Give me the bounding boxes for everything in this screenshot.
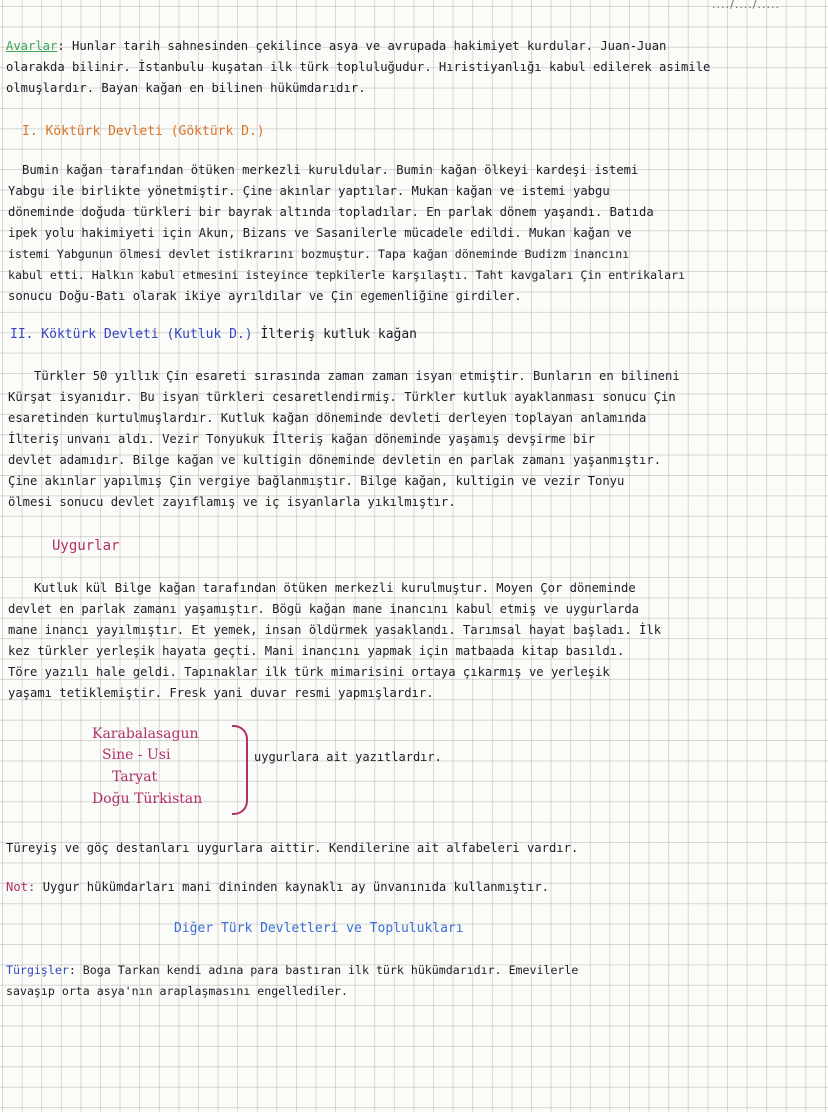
brace-icon xyxy=(232,725,248,815)
uygurlar-line: Töre yazılı hale geldi. Tapınaklar ilk türk mimarisini ortaya çıkarmış ve yerleşik xyxy=(8,665,610,679)
uygurlar-line: devlet en parlak zamanı yaşamıştır. Bögü kağan mane inancını kabul etmiş ve uygurlarda xyxy=(8,602,640,616)
gokturk1-line: döneminde doğuda türkleri bir bayrak altında topladılar. En parlak dönem yaşandı. Batıda xyxy=(8,205,654,219)
uygurlar-line: kez türkler yerleşik hayata geçti. Mani inancını yapmak için matbaada kitap basıldı. xyxy=(8,644,625,658)
gokturk2-line: devlet adamıdır. Bilge kağan ve kultigin döneminde devletin en parlak zamanı yaşanmıştır. xyxy=(8,453,662,467)
diger-heading: Diğer Türk Devletleri ve Toplulukları xyxy=(174,921,464,936)
inscription-item: Taryat xyxy=(112,769,158,785)
uygurlar-line: Kutluk kül Bilge kağan tarafından ötüken merkezli kurulmuştur. Moyen Çor döneminde xyxy=(34,581,636,595)
gokturk1-line: Bumin kağan tarafından ötüken merkezli kuruldular. Bumin kağan ölkeyi kardeşi istemi xyxy=(22,163,639,177)
gokturk1-line: sonucu Doğu-Batı olarak ikiye ayrıldılar ve Çin egemenliğine girdiler. xyxy=(8,289,522,303)
uygurlar-line: yaşamı tetiklemiştir. Fresk yani duvar resmi yapmışlardır. xyxy=(8,686,434,700)
gokturk1-line: ipek yolu hakimiyeti için Akun, Bizans ve Sasanilerle mücadele edildi. Mukan kağan ve xyxy=(8,226,632,240)
avarlar-line-1: Avarlar: Hunlar tarih sahnesinden çekilince asya ve avrupada hakimiyet kurdular. Juan-Juan xyxy=(6,39,667,53)
note-line: Not: Uygur hükümdarları mani dininden kaynaklı ay ünvanınıda kullanmıştır. xyxy=(6,880,549,894)
gokturk2-line: esaretinden kurtulmuşlardır. Kutluk kağan döneminde devleti derleyen toplayan anlamında xyxy=(8,411,647,425)
turgis-label: Türgişler xyxy=(6,963,69,977)
gokturk2-line: Türkler 50 yıllık Çin esareti sırasında zaman zaman isyan etmiştir. Bunların en bilineni xyxy=(34,369,680,383)
gokturk2-heading: II. Köktürk Devleti (Kutluk D.) xyxy=(10,327,253,342)
gokturk2-line: Kürşat isyanıdır. Bu isyan türkleri cesaretlendirmiş. Türkler kutluk ayaklanması sonucu Çin xyxy=(8,390,676,404)
gokturk2-line: Çine akınlar yapılmış Çin vergiye bağlanmıştır. Bilge kağan, kultigin ve vezir Tonyu xyxy=(8,474,625,488)
destan-line: Türeyiş ve göç destanları uygurlara aittir. Kendilerine ait alfabeleri vardır. xyxy=(6,841,579,855)
gokturk2-heading-row xyxy=(10,325,417,345)
gokturk1-line: kabul etti. Halkın kabul etmesini isteyince tepkilerle karşılaştı. Taht kavgaları Çin entrikaları xyxy=(8,268,686,282)
uygurlar-line: mane inancı yayılmıştır. Et yemek, insan öldürmek yasaklandı. Tarımsal hayat başladı. İlk xyxy=(8,623,662,637)
avarlar-line-3: olmuşlardır. Bayan kağan en bilinen hükümdarıdır. xyxy=(6,81,366,95)
inscription-item: Sine - Usi xyxy=(102,747,171,763)
avarlar-label: Avarlar xyxy=(6,39,58,53)
gokturk1-line: Yabgu ile birlikte yönetmiştir. Çine akınlar yaptılar. Mukan kağan ve istemi yabgu xyxy=(8,184,610,198)
gokturk2-line: İlteriş unvanı aldı. Vezir Tonyukuk İlteriş kağan döneminde yaşamış devşirme bir xyxy=(8,432,595,446)
gokturk2-line: ölmesi sonucu devlet zayıflamış ve iç isyanlarla yıkılmıştır. xyxy=(8,495,456,509)
gokturk1-heading: I. Köktürk Devleti (Göktürk D.) xyxy=(22,124,265,139)
inscription-item: Doğu Türkistan xyxy=(92,791,203,807)
gokturk1-line: istemi Yabgunun ölmesi devlet istikrarını bozmuştur. Tapa kağan döneminde Budizm inancını xyxy=(8,247,630,261)
note-label: Not: xyxy=(6,880,36,894)
uygurlar-heading: Uygurlar xyxy=(52,538,120,554)
avarlar-line-2: olarakda bilinir. İstanbulu kuşatan ilk türk topluluğudur. Hıristiyanlığı kabul edilerek asimile xyxy=(6,60,711,74)
inscriptions-note: uygurlara ait yazıtlardır. xyxy=(254,750,442,764)
date-field: ..../..../..... xyxy=(712,0,780,11)
gokturk2-heading-suffix: İlteriş kutluk kağan xyxy=(260,327,418,342)
turgis-line-1: Türgişler: Boga Tarkan kendi adına para bastıran ilk türk hükümdarıdır. Emevilerle xyxy=(6,963,579,977)
turgis-line-2: savaşıp orta asya'nın araplaşmasını engellediler. xyxy=(6,984,349,998)
inscription-item: Karabalasagun xyxy=(92,726,199,742)
